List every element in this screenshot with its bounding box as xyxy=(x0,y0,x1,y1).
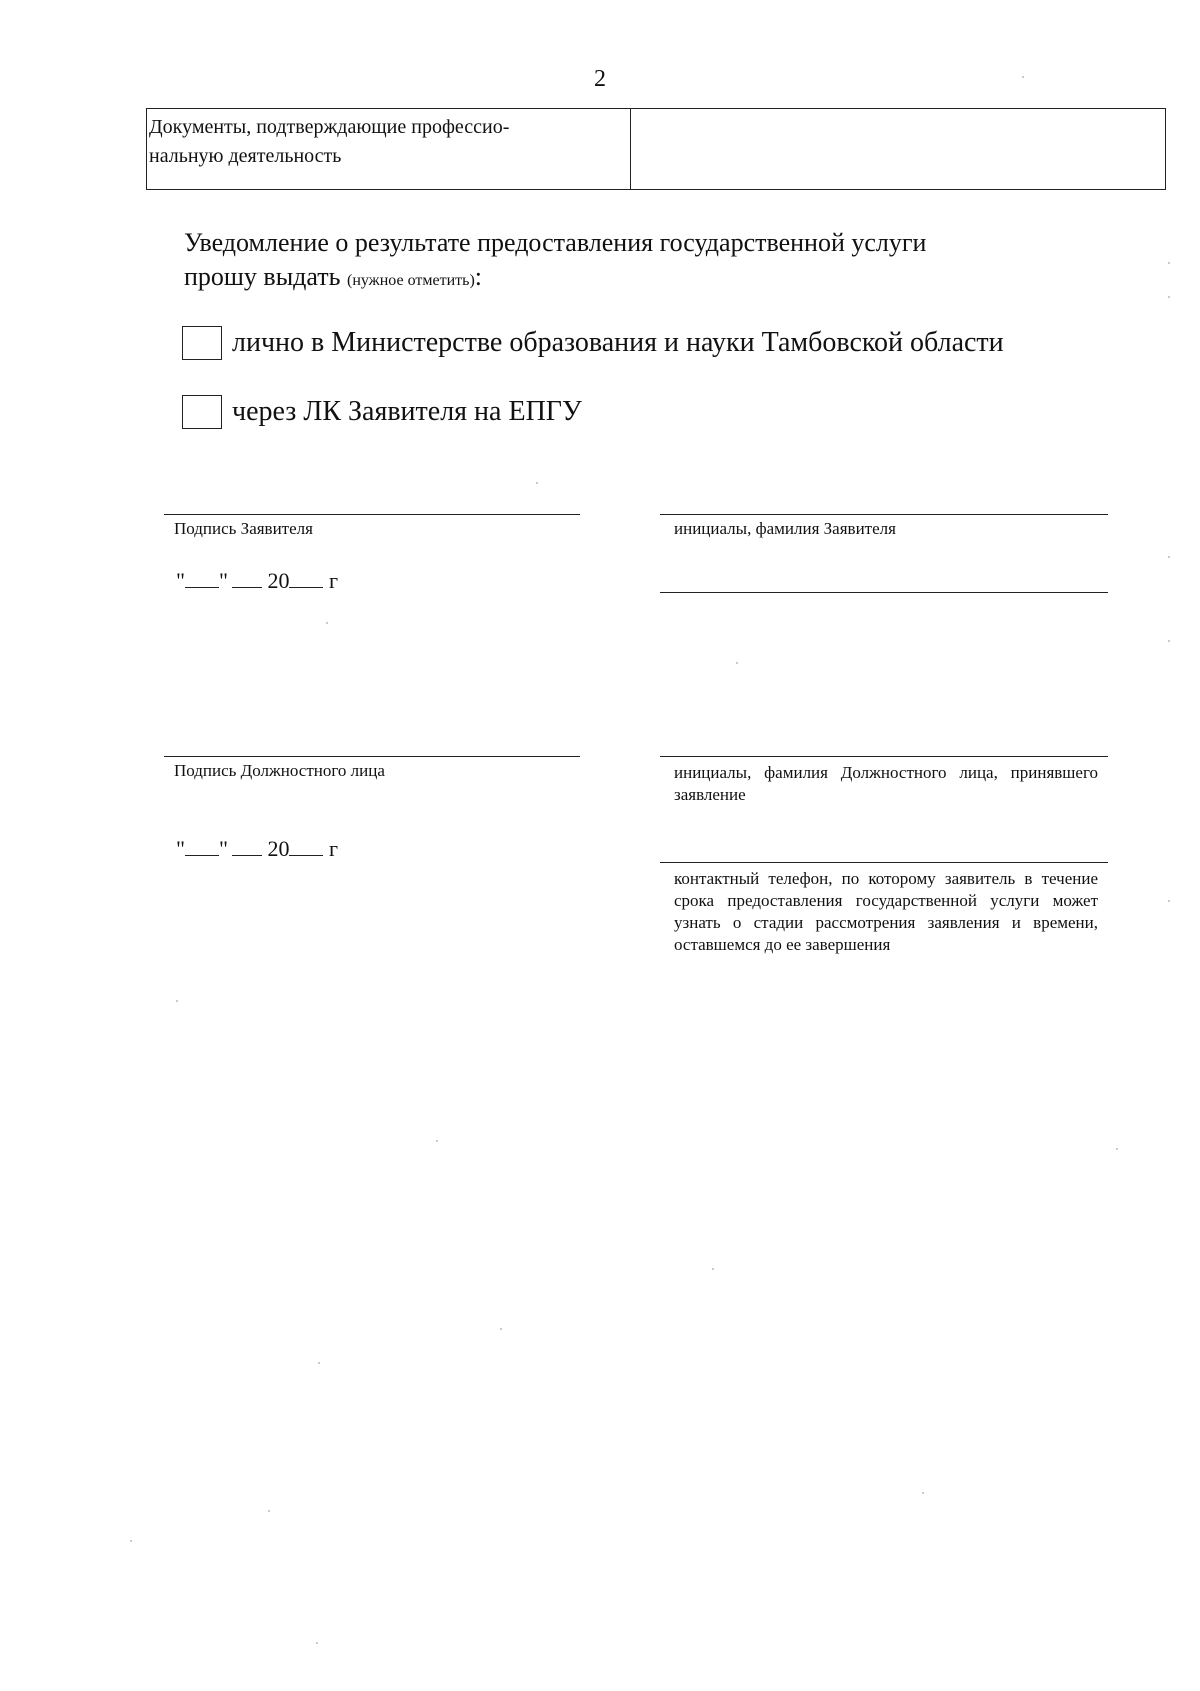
applicant-date-month-blank[interactable] xyxy=(232,571,262,588)
official-name-caption: инициалы, фамилия Должностного лица, принявшего заявление xyxy=(674,763,1098,804)
official-signature-line[interactable] xyxy=(164,756,580,757)
applicant-date-year-blank[interactable] xyxy=(289,571,323,588)
notification-hint: (нужное отметить) xyxy=(347,272,475,289)
official-date-month-blank[interactable] xyxy=(232,839,262,856)
official-date[interactable] xyxy=(176,836,338,862)
official-date-day-blank[interactable] xyxy=(185,839,219,856)
applicant-date-quote-close: " xyxy=(218,568,228,593)
notification-colon: : xyxy=(474,262,483,291)
option-epgu-checkbox[interactable] xyxy=(182,395,222,429)
official-signature-caption: Подпись Должностного лица xyxy=(174,761,385,780)
official-date-quote-close: " xyxy=(218,836,228,861)
notification-line-1: Уведомление о результате предоставления государственной услуги xyxy=(184,228,927,257)
documents-label-line-1: Документы, подтверждающие профессио- xyxy=(149,116,510,138)
option-in-person-checkbox[interactable] xyxy=(182,326,222,360)
official-date-year-prefix: 20 xyxy=(267,836,290,861)
notification-heading xyxy=(184,226,1084,298)
official-date-quote-open: " xyxy=(176,836,185,861)
applicant-date[interactable] xyxy=(176,568,338,594)
option-in-person[interactable] xyxy=(182,326,1004,360)
applicant-date-quote-open: " xyxy=(176,568,185,593)
documents-label-cell xyxy=(147,109,631,189)
documents-label-line-2: нальную деятельность xyxy=(149,145,342,167)
contact-phone-caption: контактный телефон, по которому заявитель в течение срока предоставления государственной услуги может узнать о стадии рассмотрения заявления и времени, оставшемся до ее завершения xyxy=(674,869,1098,954)
page-number: 2 xyxy=(594,66,606,92)
applicant-signature-caption: Подпись Заявителя xyxy=(174,519,313,538)
official-date-year-blank[interactable] xyxy=(289,839,323,856)
applicant-name-line[interactable] xyxy=(660,514,1108,515)
option-epgu-label: через ЛК Заявителя на ЕПГУ xyxy=(232,396,582,427)
applicant-date-year-prefix: 20 xyxy=(267,568,290,593)
applicant-date-day-blank[interactable] xyxy=(185,571,219,588)
applicant-date-year-suffix: г xyxy=(328,568,338,593)
option-in-person-label: лично в Министерстве образования и науки Тамбовской области xyxy=(232,327,1004,358)
documents-value-cell[interactable] xyxy=(631,109,1165,189)
documents-table xyxy=(146,108,1166,190)
option-epgu[interactable] xyxy=(182,395,582,429)
applicant-name-caption: инициалы, фамилия Заявителя xyxy=(674,519,896,538)
notification-line-2 xyxy=(184,260,1084,298)
applicant-extra-line[interactable] xyxy=(660,592,1108,593)
applicant-signature-line[interactable] xyxy=(164,514,580,515)
notification-request-text: прошу выдать xyxy=(184,262,341,291)
contact-phone-line[interactable] xyxy=(660,862,1108,863)
official-name-line[interactable] xyxy=(660,756,1108,757)
official-date-year-suffix: г xyxy=(328,836,338,861)
